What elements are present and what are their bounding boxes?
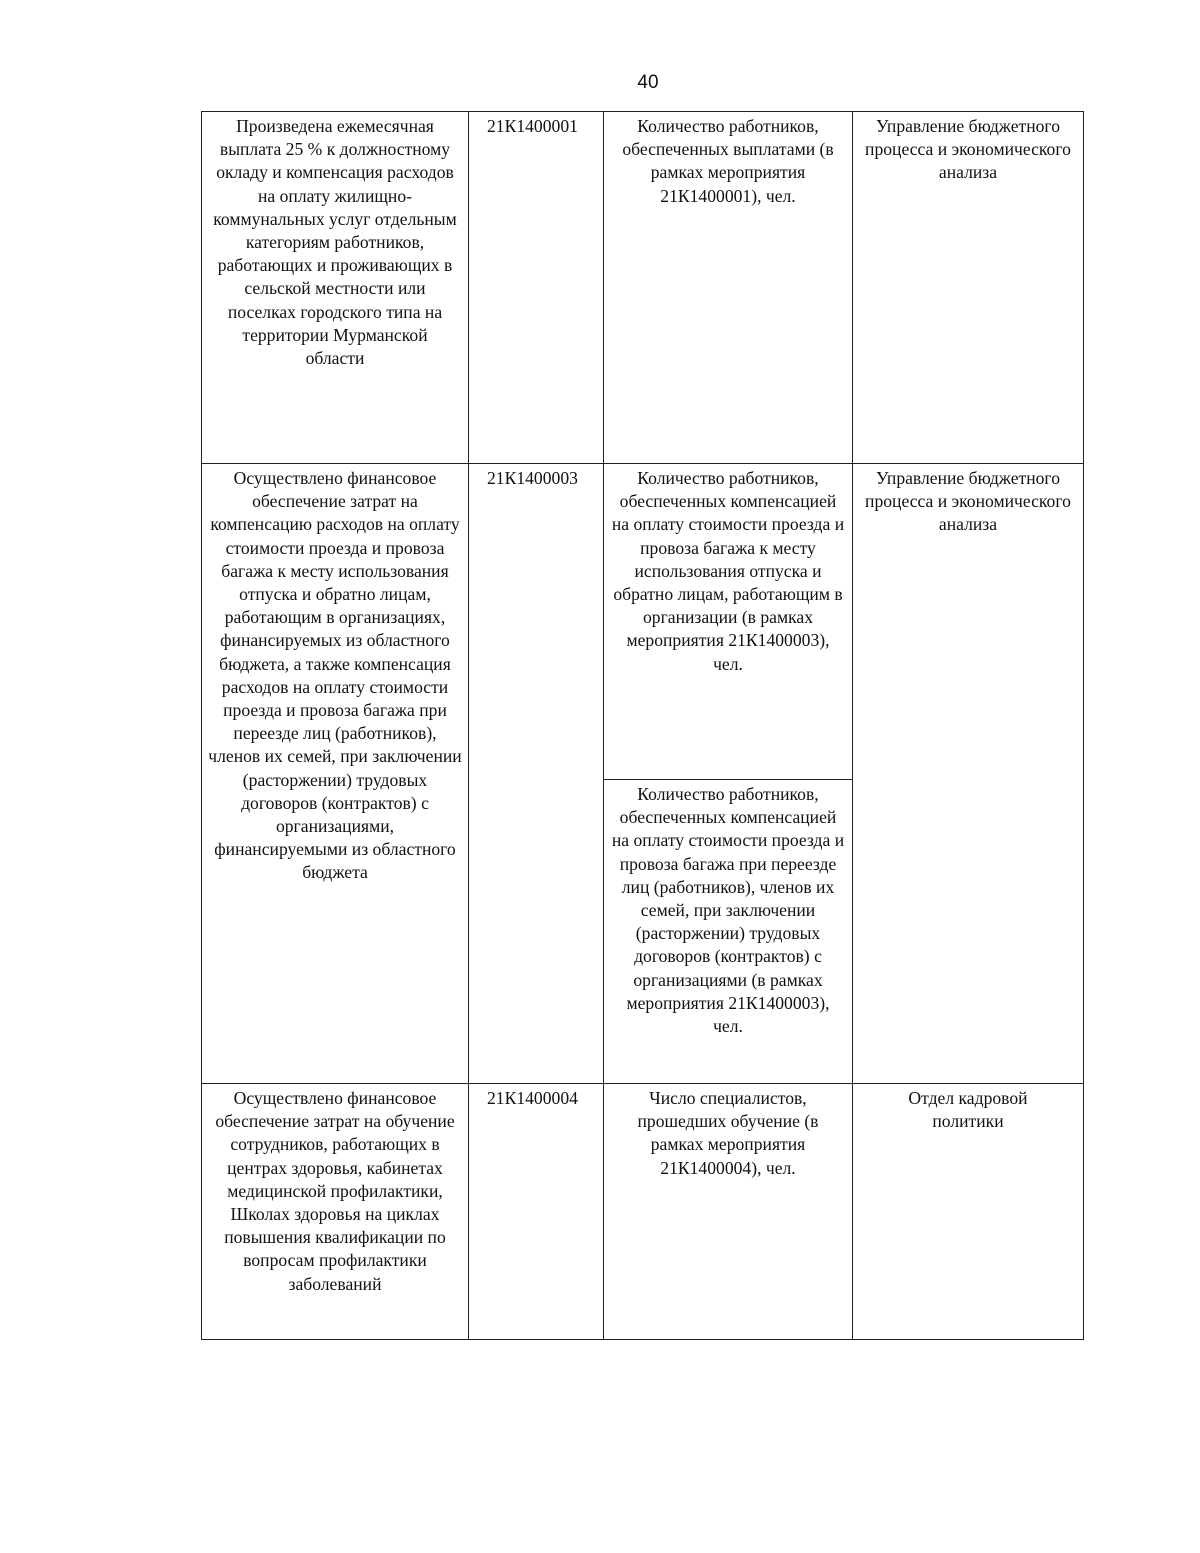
table-row (202, 1084, 1084, 1340)
responsible-text: Управление бюджетного процесса и экономического анализа (865, 116, 1071, 183)
measure-code: 21К1400004 (487, 1088, 578, 1108)
responsible-text: Отдел кадровой политики (908, 1088, 1028, 1132)
responsible-text: Управление бюджетного процесса и экономического анализа (865, 468, 1071, 535)
indicator-text: Число специалистов, прошедших обучение (в рамках мероприятия 21К1400004), чел. (637, 1088, 819, 1178)
result-text: Произведена ежемесячная выплата 25 % к должностному окладу и компенсация расходов на оплату жилищно-коммунальных услуг отдельным категориям работников, работающих и проживающих в сельской местности или поселках городского типа на территории Мурманской области (213, 116, 457, 369)
result-text: Осуществлено финансовое обеспечение затрат на обучение сотрудников, работающих в центрах здоровья, кабинетах медицинской профилактики, Школах здоровья на циклах повышения квалификации по вопросам профилактики заболеваний (215, 1088, 455, 1294)
indicator-cell (604, 1084, 853, 1340)
result-text: Осуществлено финансовое обеспечение затрат на компенсацию расходов на оплату стоимости проезда и провоза багажа к месту использования отпуска и обратно лицам, работающим в организациях, финансируемых из областного бюджета, а также компенсация расходов на оплату стоимости проезда и провоза багажа при переезде лиц (работников), членов их семей, при заключении (расторжении) трудовых договоров (контрактов) с организациями, финансируемыми из областного бюджета (208, 468, 462, 883)
indicator-cell (604, 464, 853, 780)
result-cell (202, 464, 469, 1084)
indicator-text: Количество работников, обеспеченных компенсацией на оплату стоимости проезда и провоза багажа при переезде лиц (работников), членов их семей, при заключении (расторжении) трудовых договоров (контрактов) с организациями (в рамках мероприятия 21К1400003), чел. (611, 784, 845, 1037)
code-cell (469, 464, 604, 1084)
indicator-cell (604, 780, 853, 1084)
responsible-cell (853, 1084, 1084, 1340)
responsible-cell (853, 464, 1084, 1084)
measure-code: 21К1400001 (487, 116, 578, 136)
code-cell (469, 1084, 604, 1340)
responsible-cell (853, 112, 1084, 464)
indicator-cell (604, 112, 853, 464)
page-number: 40 (637, 72, 659, 93)
table-row (202, 464, 1084, 780)
indicator-text: Количество работников, обеспеченных компенсацией на оплату стоимости проезда и провоза багажа к месту использования отпуска и обратно лицам, работающим в организации (в рамках мероприятия 21К1400003), чел. (611, 468, 845, 674)
measures-table (201, 111, 1084, 1340)
indicator-text: Количество работников, обеспеченных выплатами (в рамках мероприятия 21К1400001), чел. (622, 116, 834, 206)
code-cell (469, 112, 604, 464)
result-cell (202, 112, 469, 464)
measure-code: 21К1400003 (487, 468, 578, 488)
table-row (202, 112, 1084, 464)
result-cell (202, 1084, 469, 1340)
